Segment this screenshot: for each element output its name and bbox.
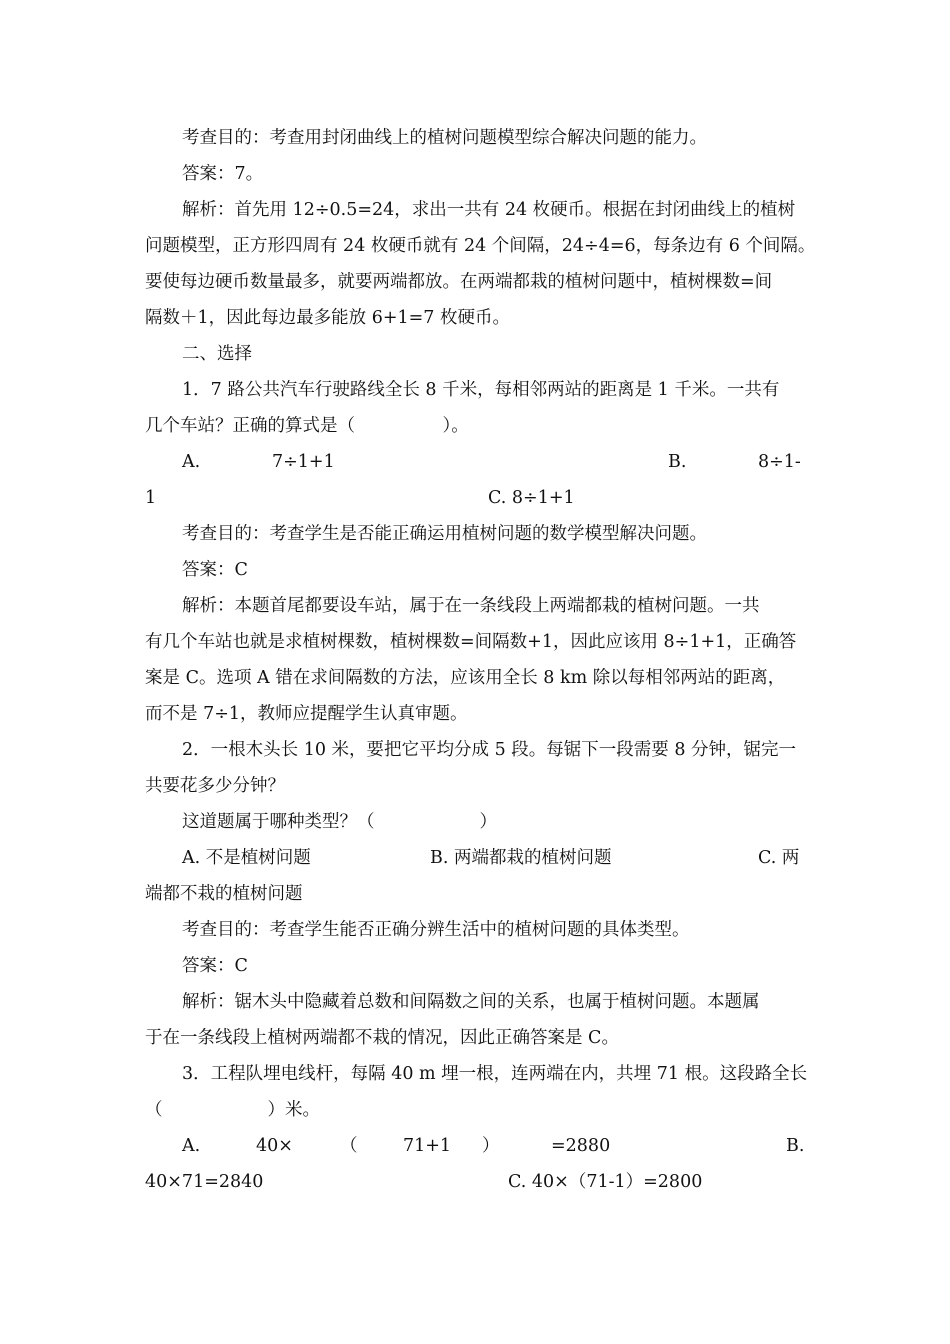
question-2: 2．一根木头长 10 米，要把它平均分成 5 段。每锯下一段需要 8 分钟，锯完一 <box>182 740 797 760</box>
option-b-text: 40×71=2840 <box>145 1172 264 1192</box>
text-line: 而不是 7÷1，教师应提醒学生认真审题。 <box>145 704 468 724</box>
option-a-lparen: （ <box>340 1136 358 1156</box>
text-line: 有几个车站也就是求植树棵数，植树棵数=间隔数+1，因此应该用 8÷1+1，正确答 <box>145 632 797 652</box>
option-b-cont: 1 <box>145 488 157 508</box>
option-a: A. 不是植树问题 <box>182 848 311 868</box>
text-line: 解析：锯木头中隐藏着总数和间隔数之间的关系，也属于植树问题。本题属 <box>182 992 760 1012</box>
question-3: 3．工程队埋电线杆，每隔 40 m 埋一根，连两端在内，共埋 71 根。这段路全长 <box>182 1064 808 1084</box>
answer-line: 答案：C <box>182 956 248 976</box>
text-line: 共要花多少分钟？ <box>145 776 285 796</box>
text-line: 端都不栽的植树问题 <box>145 884 303 904</box>
option-c: C. 两 <box>758 848 800 868</box>
text-line: 考查目的：考查学生能否正确分辨生活中的植树问题的具体类型。 <box>182 920 690 940</box>
option-b-label: B. <box>786 1136 805 1156</box>
option-c: C. 8÷1+1 <box>488 488 575 508</box>
option-a-mid: 71+1 <box>403 1136 452 1156</box>
text-line: 这道题属于哪种类型？（ ） <box>182 812 497 832</box>
text-line: 考查目的：考查用封闭曲线上的植树问题模型综合解决问题的能力。 <box>182 128 707 148</box>
text-line: 解析：首先用 12÷0.5=24，求出一共有 24 枚硬币。根据在封闭曲线上的植树 <box>182 200 796 220</box>
option-a-label: A. <box>182 452 201 472</box>
option-a-result: =2880 <box>551 1136 611 1156</box>
text-line: 考查目的：考查学生是否能正确运用植树问题的数学模型解决问题。 <box>182 524 707 544</box>
option-b: B. 两端都栽的植树问题 <box>430 848 612 868</box>
option-b-expr: 8÷1- <box>758 452 801 472</box>
answer-line: 答案：C <box>182 560 248 580</box>
option-b-label: B. <box>668 452 687 472</box>
question-1: 1．7 路公共汽车行驶路线全长 8 千米，每相邻两站的距离是 1 千米。一共有 <box>182 380 780 400</box>
text-line: 隔数＋1，因此每边最多能放 6+1=7 枚硬币。 <box>145 308 510 328</box>
text-line: （ ）米。 <box>145 1100 320 1120</box>
section-heading: 二、选择 <box>182 344 252 364</box>
text-line: 要使每边硬币数量最多，就要两端都放。在两端都栽的植树问题中，植树棵数=间 <box>145 272 773 292</box>
text-line: 案是 C。选项 A 错在求间隔数的方法，应该用全长 8 km 除以每相邻两站的距离， <box>145 668 786 688</box>
option-a-rparen: ） <box>482 1136 500 1156</box>
option-c: C. 40×（71-1）=2800 <box>508 1172 703 1192</box>
option-a-expr: 7÷1+1 <box>272 452 335 472</box>
text-line: 几个车站？正确的算式是（ ）。 <box>145 416 469 436</box>
text-line: 解析：本题首尾都要设车站，属于在一条线段上两端都栽的植树问题。一共 <box>182 596 760 616</box>
text-line: 答案：7。 <box>182 164 264 184</box>
option-a-expr: 40× <box>256 1136 293 1156</box>
option-a-label: A. <box>182 1136 201 1156</box>
text-line: 于在一条线段上植树两端都不栽的情况，因此正确答案是 C。 <box>145 1028 619 1048</box>
text-line: 问题模型，正方形四周有 24 枚硬币就有 24 个间隔，24÷4=6，每条边有 6 个间隔。 <box>145 236 816 256</box>
